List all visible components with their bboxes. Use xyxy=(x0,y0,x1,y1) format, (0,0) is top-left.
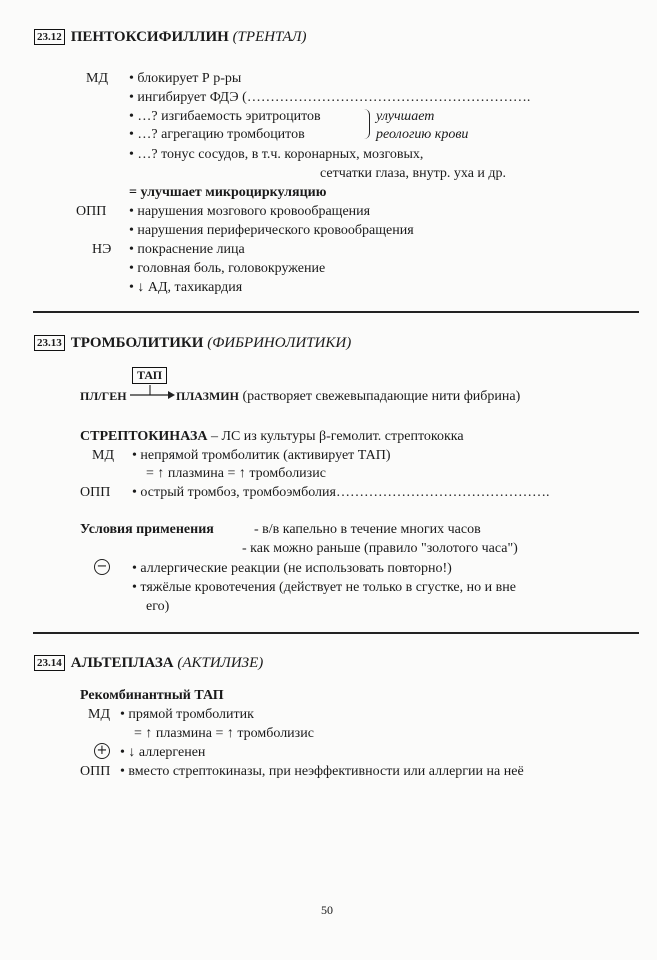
streptokinase-line xyxy=(80,428,464,445)
adverse-item: • тяжёлые кровотечения (действует не только в сгустке, но и вне xyxy=(132,580,516,595)
section-title-23-13 xyxy=(34,335,351,352)
drug-name: ПЕНТОКСИФИЛЛИН xyxy=(70,29,229,45)
opp-label: ОПП xyxy=(76,204,107,219)
plasmin-note: (растворяет свежевыпадающие нити фибрина) xyxy=(242,389,521,404)
drug-class-alt-name: (ФИБРИНОЛИТИКИ) xyxy=(207,335,352,351)
plasmin-line xyxy=(176,388,520,405)
md-item-continuation: сетчатки глаза, внутр. уха и др. xyxy=(320,166,507,181)
tap-box: ТАП xyxy=(132,367,167,384)
opp-label: ОПП xyxy=(80,764,111,779)
section-number: 23.13 xyxy=(34,335,65,351)
condition-item: - в/в капельно в течение многих часов xyxy=(254,522,481,537)
brace-label: улучшает xyxy=(376,109,435,124)
minus-circle-icon: − xyxy=(94,559,110,575)
section-number: 23.12 xyxy=(34,29,65,45)
md-item: • …? тонус сосудов, в т.ч. коронарных, мозговых, xyxy=(129,147,424,162)
conversion-arrow xyxy=(128,383,176,403)
md-item: • ингибирует ФДЭ (……………………………………………………. xyxy=(129,90,531,105)
subtitle: Рекомбинантный ТАП xyxy=(80,688,224,703)
curly-brace xyxy=(362,109,370,139)
advantage-item: • ↓ аллергенен xyxy=(120,745,206,760)
md-equation: = ↑ плазмина = ↑ тромболизис xyxy=(134,726,314,741)
opp-label: ОПП xyxy=(80,485,111,500)
md-label: МД xyxy=(92,448,114,463)
conditions-title: Условия применения xyxy=(80,522,214,537)
opp-item: • острый тромбоз, тромбоэмболия………………………………………. xyxy=(132,485,550,500)
adverse-item: • аллергические реакции (не использовать повторно!) xyxy=(132,561,452,576)
section-title-23-12 xyxy=(34,29,306,46)
brace-label: реологию крови xyxy=(376,127,469,142)
drug-class-name: ТРОМБОЛИТИКИ xyxy=(70,335,204,351)
md-label: МД xyxy=(86,71,108,86)
md-equation: = ↑ плазмина = ↑ тромболизис xyxy=(146,466,326,481)
condition-item: - как можно раньше (правило "золотого часа") xyxy=(242,541,518,556)
md-item: • непрямой тромболитик (активирует ТАП) xyxy=(132,448,391,463)
drug-trade-name: (АКТИЛИЗЕ) xyxy=(177,655,264,671)
adverse-item-continuation: его) xyxy=(146,599,170,614)
section-number: 23.14 xyxy=(34,655,65,671)
ne-label: НЭ xyxy=(92,242,112,257)
ne-item: • покраснение лица xyxy=(129,242,245,257)
plasmin-label: ПЛАЗМИН xyxy=(176,389,239,403)
section-title-23-14 xyxy=(34,655,263,672)
plasminogen-label: ПЛ/ГЕН xyxy=(80,389,127,403)
md-item: • …? агрегацию тромбоцитов xyxy=(129,127,305,142)
md-item: • прямой тромболитик xyxy=(120,707,254,722)
md-item: • блокирует Р р-ры xyxy=(129,71,242,86)
section-divider xyxy=(33,632,639,634)
md-item: • …? изгибаемость эритроцитов xyxy=(129,109,321,124)
plus-circle-icon: + xyxy=(94,743,110,759)
md-label: МД xyxy=(88,707,110,722)
ne-item: • головная боль, головокружение xyxy=(129,261,326,276)
ne-item: • ↓ АД, тахикардия xyxy=(129,280,243,295)
page-number: 50 xyxy=(321,903,333,917)
streptokinase-name: СТРЕПТОКИНАЗА xyxy=(80,429,208,444)
drug-name: АЛЬТЕПЛАЗА xyxy=(70,655,174,671)
section-divider xyxy=(33,311,639,313)
opp-item: • нарушения периферического кровообращения xyxy=(129,223,414,238)
opp-item: • вместо стрептокиназы, при неэффективности или аллергии на неё xyxy=(120,764,524,779)
opp-item: • нарушения мозгового кровообращения xyxy=(129,204,371,219)
summary-line: = улучшает микроциркуляцию xyxy=(129,185,327,200)
drug-trade-name: (ТРЕНТАЛ) xyxy=(232,29,307,45)
streptokinase-desc: – ЛС из культуры β-гемолит. стрептококка xyxy=(210,429,464,444)
